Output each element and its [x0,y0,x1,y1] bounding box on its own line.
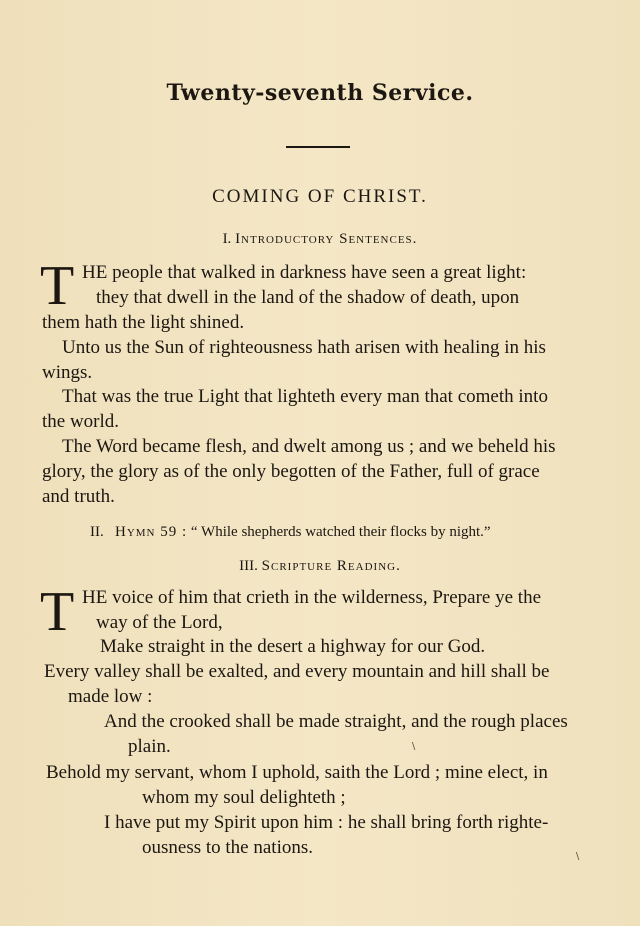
ink-speck: ∖ [410,742,417,753]
text-line: Unto us the Sun of righteousness hath arisen with healing in his [62,337,546,358]
text-line: made low : [68,686,153,707]
text-line: the world. [42,411,120,432]
text-line: ousness to the nations. [142,837,313,858]
text-line: whom my soul delighteth ; [142,787,346,808]
section-heading-1 [0,231,640,248]
hymn-number: II. [90,524,104,540]
ink-speck: ∖ [574,852,581,863]
page-heading: COMING OF CHRIST. [212,186,428,207]
text-line: That was the true Light that lighteth every man that cometh into [62,386,548,407]
text-line: Behold my servant, whom I uphold, saith the Lord ; mine elect, in [46,762,548,783]
text-line: plain. [128,736,171,757]
text-line: Make straight in the desert a highway for our God. [100,636,486,657]
text-line: Every valley shall be exalted, and every mountain and hill shall be [44,661,550,682]
section-number: III. [239,558,258,574]
text-line: The Word became flesh, and dwelt among us ; and we beheld his [62,436,556,457]
text-line: them hath the light shined. [42,312,245,333]
text-line: And the crooked shall be made straight, and the rough places [104,711,568,732]
text-line: wings. [42,362,93,383]
drop-cap: T [40,581,75,643]
hymn-line [90,524,491,541]
hymn-text: “ While shepherds watched their flocks by night.” [190,524,491,540]
text-line: I have put my Spirit upon him : he shall bring forth righte- [104,812,549,833]
service-title: Twenty-seventh Service. [166,80,474,106]
section-title: Introductory Sentences. [235,231,418,247]
text-line: HE voice of him that crieth in the wilderness, Prepare ye the [82,587,542,608]
section-title: Scripture Reading. [261,558,401,574]
text-line: way of the Lord, [96,612,223,633]
text-line: they that dwell in the land of the shadow of death, upon [96,287,520,308]
drop-cap: T [40,255,75,317]
section-heading-3 [0,558,640,575]
text-line: HE people that walked in darkness have seen a great light: [82,262,527,283]
text-line: and truth. [42,486,115,507]
title-divider [286,146,350,148]
section-number: I. [222,231,232,247]
text-line: glory, the glory as of the only begotten of the Father, full of grace [42,461,540,482]
hymn-label: Hymn 59 : [115,524,188,540]
